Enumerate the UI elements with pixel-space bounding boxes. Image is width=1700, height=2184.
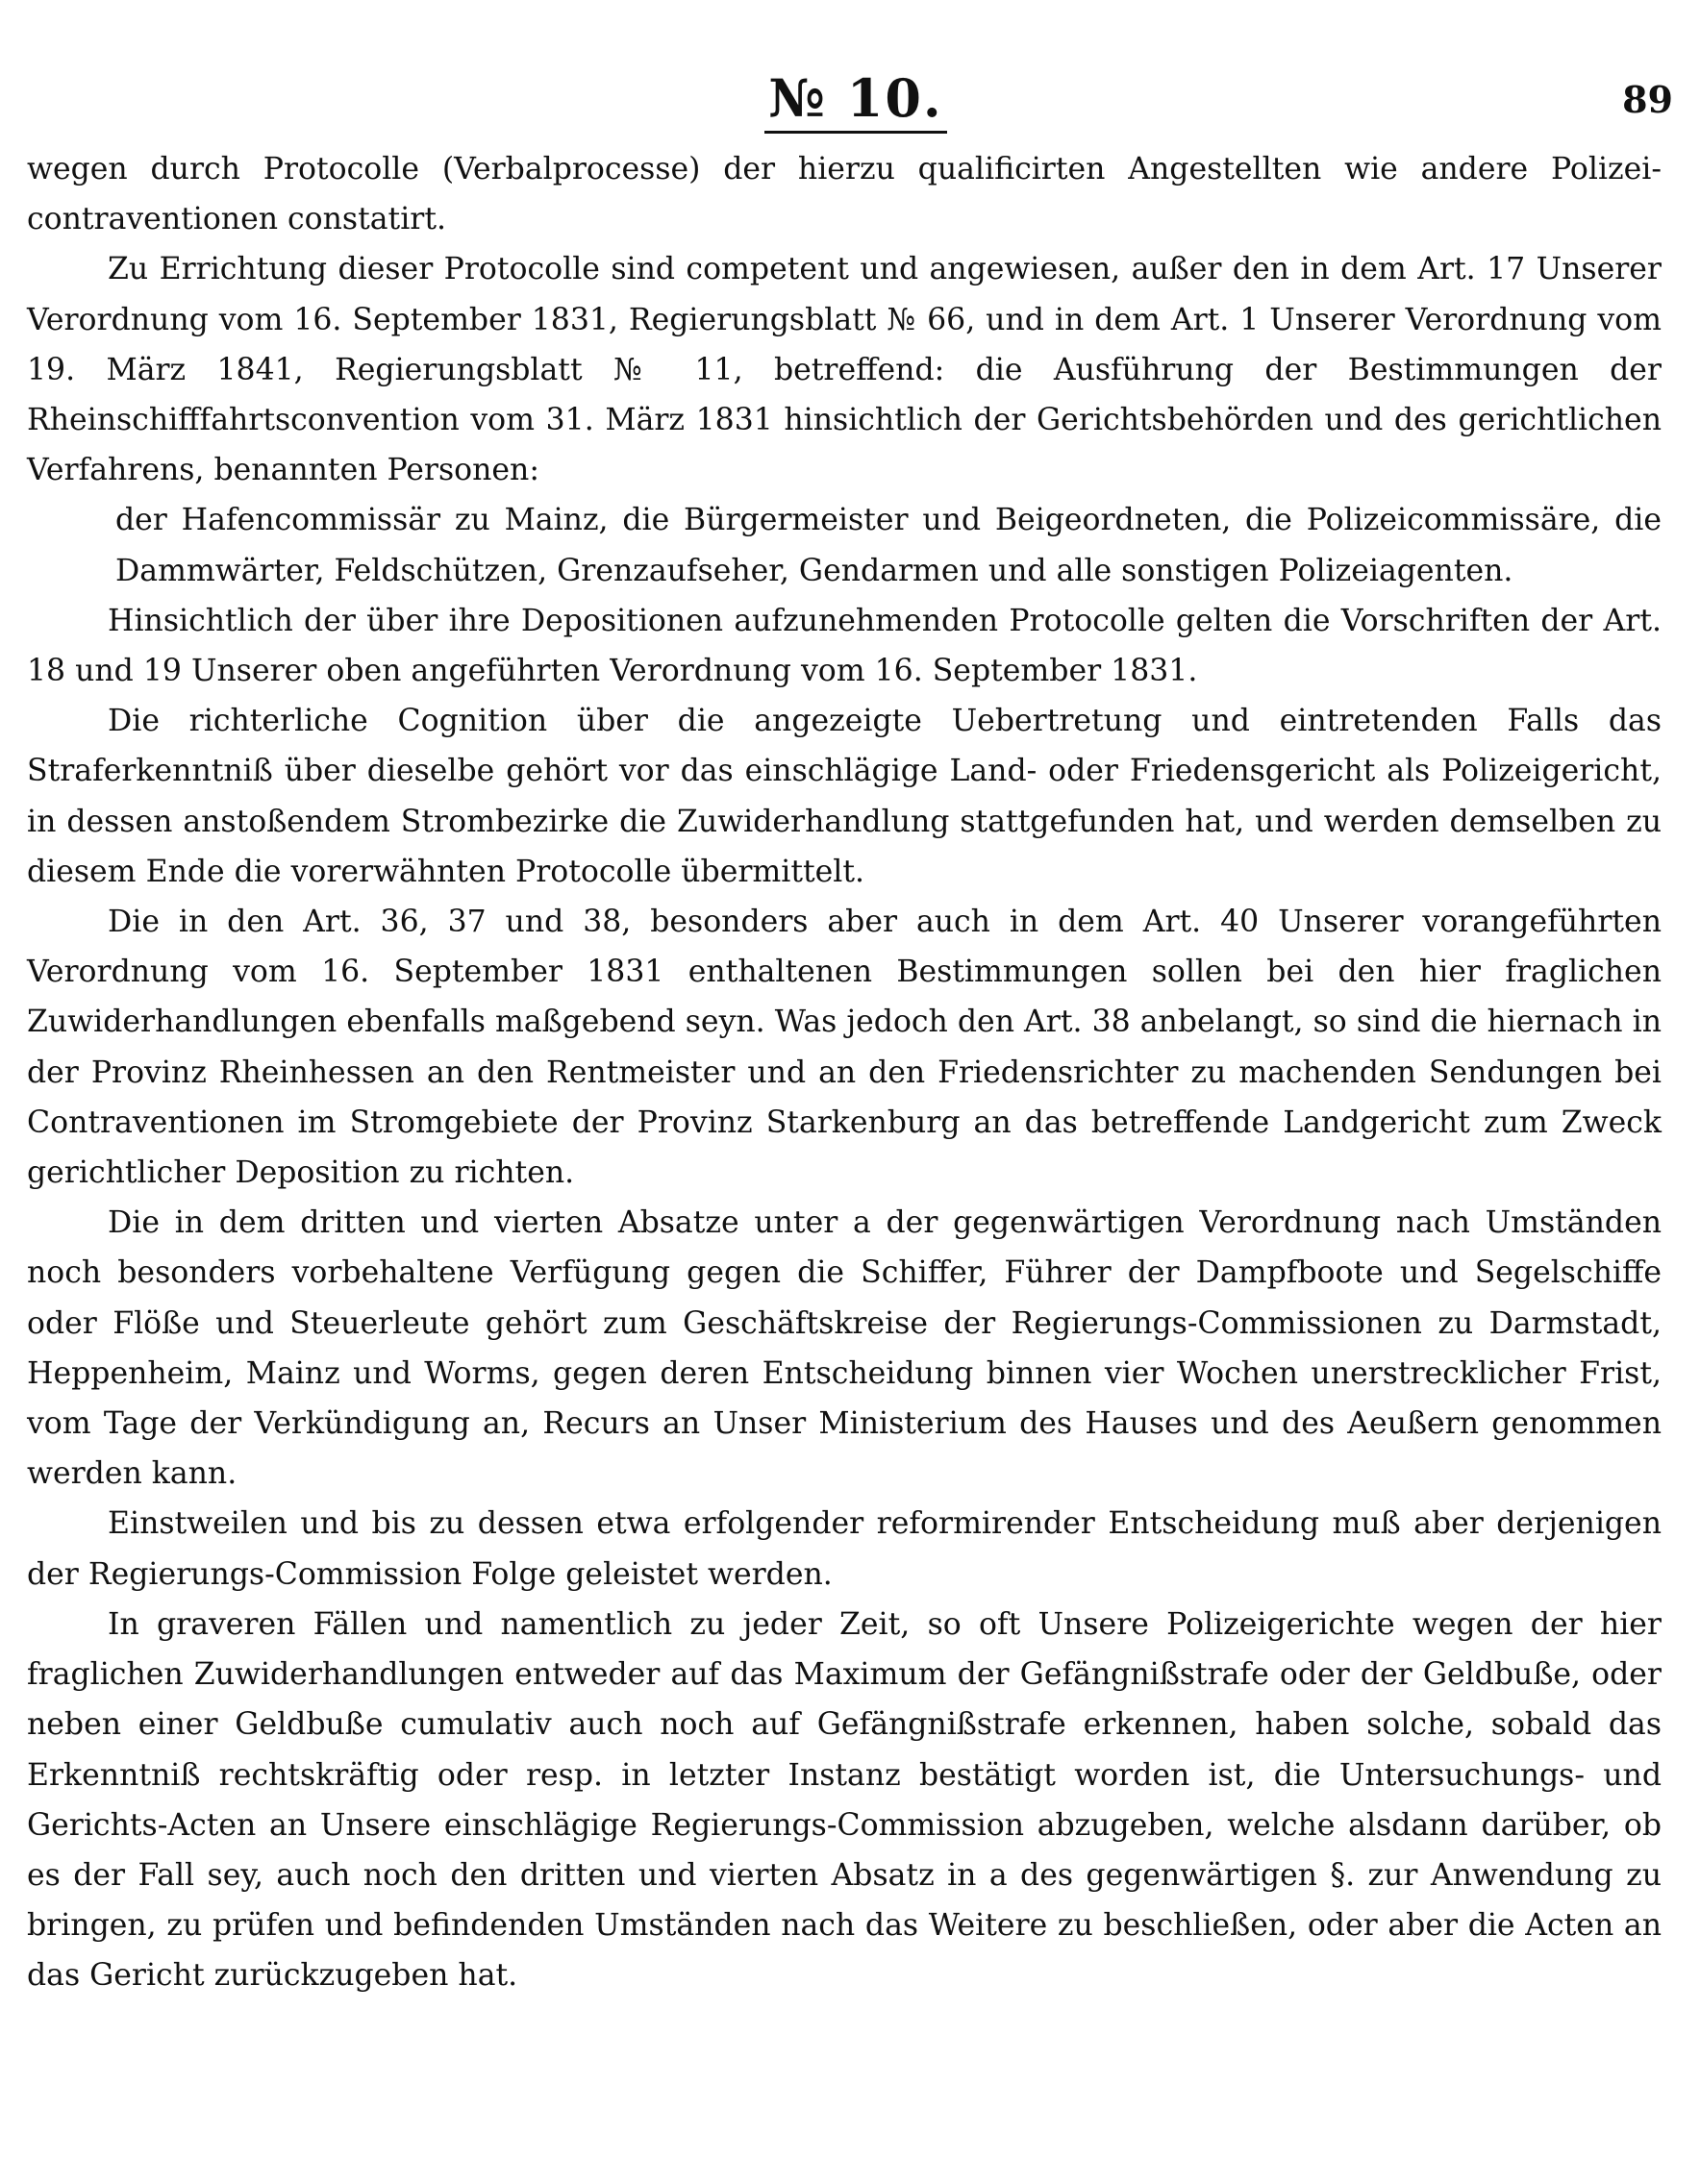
issue-number: № 10. xyxy=(764,67,947,134)
paragraph-officials-list: der Hafencommissär zu Mainz, die Bürgermeister und Beigeordneten, die Polizeicommissäre, die Dammwärter, Feldschützen, Grenzaufseher, Gendarmen und alle sonstigen Polizeiagenten. xyxy=(115,503,1662,588)
body-text xyxy=(27,144,1662,2001)
page-header xyxy=(0,60,1700,136)
paragraph-articles-36-40: Die in den Art. 36, 37 und 38, besonders aber auch in dem Art. 40 Unserer vorangeführten Verordnung vom 16. September 1831 enthaltenen Bestimmungen sollen bei den hier fraglichen Zuwiderhandlungen ebenfalls maßgebend seyn. Was jedoch den Art. 38 anbelangt, so sind die hiernach in der Provinz Rheinhessen an den Rentmeister und an den Friedensrichter zu machenden Sendungen bei Contraventionen im Stromgebiete der Provinz Starkenburg an das betreffende Landgericht zum Zweck gerichtlicher Deposition zu richten. xyxy=(27,905,1662,1191)
paragraph-depositions: Hinsichtlich der über ihre Depositionen aufzunehmenden Protocolle gelten die Vorschriften der Art. 18 und 19 Unserer oben angeführten Verordnung vom 16. September 1831. xyxy=(27,603,1662,689)
paragraph-graver-cases: In graveren Fällen und namentlich zu jeder Zeit, so oft Unsere Polizeigerichte wegen der hier fraglichen Zuwiderhandlungen entweder auf das Maximum der Gefängnißstrafe oder der Geldbuße, oder neben einer Geldbuße cumulativ auch noch auf Gefängnißstrafe erkennen, haben solche, sobald das Erkenntniß rechtskräftig oder resp. in letzter Instanz bestätigt worden ist, die Untersuchungs- und Gerichts-Acten an Unsere einschlägige Regierungs-Commission abzugeben, welche alsdann darüber, ob es der Fall sey, auch noch den dritten und vierten Absatz in a des gegenwärtigen §. zur Anwendung zu bringen, zu prüfen und befindenden Umständen nach das Weitere zu beschließen, oder aber die Acten an das Gericht zurückzugeben hat. xyxy=(27,1606,1662,1994)
page-number: 89 xyxy=(1622,78,1673,121)
paragraph-interim-decision: Einstweilen und bis zu dessen etwa erfolgender reformirender Entscheidung muß aber derjenigen der Regierungs-Commission Folge geleistet werden. xyxy=(27,1506,1662,1592)
paragraph-continuation: wegen durch Protocolle (Verbalprocesse) der hierzu qualificirten Angestellten wie andere Polizei-contraventionen constatirt. xyxy=(27,152,1662,237)
paragraph-regierungs-commissionen: Die in dem dritten und vierten Absatze unter a der gegenwärtigen Verordnung nach Umständen noch besonders vorbehaltene Verfügung gegen die Schiffer, Führer der Dampfboote und Segelschiffe oder Flöße und Steuerleute gehört zum Geschäftskreise der Regierungs-Commissionen zu Darmstadt, Heppenheim, Mainz und Worms, gegen deren Entscheidung binnen vier Wochen unerstrecklicher Frist, vom Tage der Verkündigung an, Recurs an Unser Ministerium des Hauses und des Aeußern genommen werden kann. xyxy=(27,1205,1662,1492)
paragraph-judicial-cognition: Die richterliche Cognition über die angezeigte Uebertretung und eintretenden Falls das Straferkenntniß über dieselbe gehört vor das einschlägige Land- oder Friedensgericht als Polizeigericht, in dessen anstoßendem Strombezirke die Zuwiderhandlung stattgefunden hat, und werden demselben zu diesem Ende die vorerwähnten Protocolle übermittelt. xyxy=(27,704,1662,889)
paragraph-competent-officials: Zu Errichtung dieser Protocolle sind competent und angewiesen, außer den in dem Art. 17 Unserer Verordnung vom 16. September 1831, Regierungsblatt № 66, und in dem Art. 1 Unserer Verordnung vom 19. März 1841, Regierungsblatt № 11, betreffend: die Ausführung der Bestimmungen der Rheinschifffahrtsconvention vom 31. März 1831 hinsichtlich der Gerichtsbehörden und des gerichtlichen Verfahrens, benannten Personen: xyxy=(27,252,1662,488)
